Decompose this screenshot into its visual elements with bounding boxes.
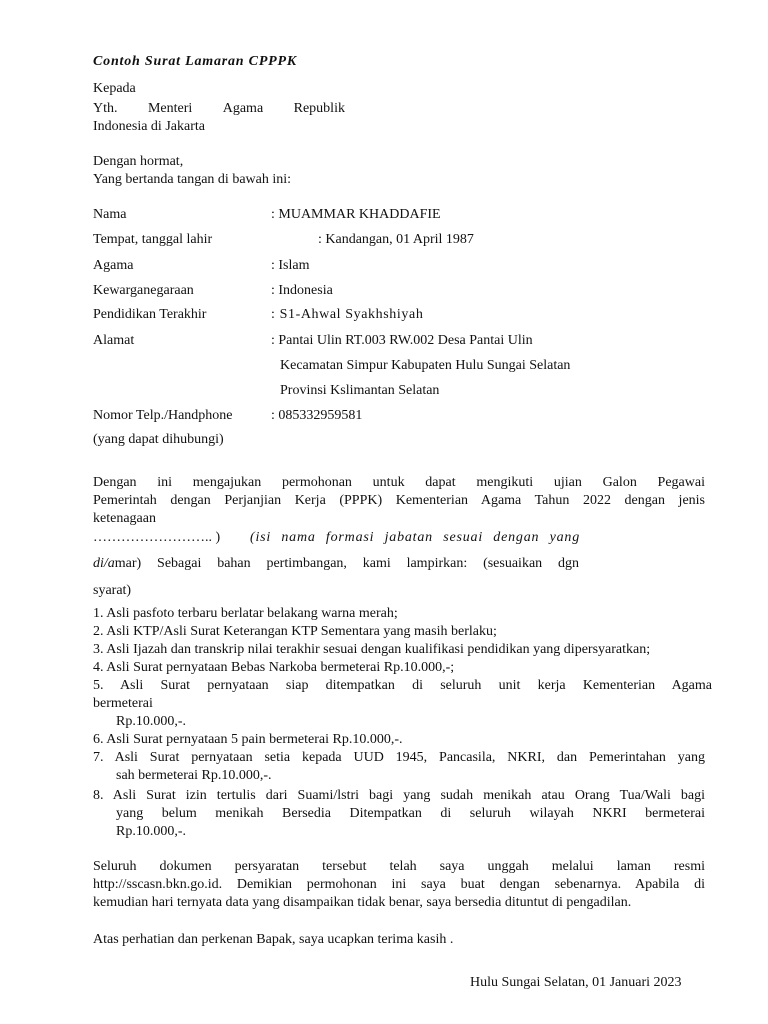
field-label-nama: Nama xyxy=(93,207,127,222)
list-item-cont: sah bermeterai Rp.10.000,-. xyxy=(116,768,272,783)
list-item: 3. Asli Ijazah dan transkrip nilai terakhir sesuai dengan kualifikasi pendidikan yang dipersyaratkan; xyxy=(93,642,651,657)
field-value-kewarganegaraan: : Indonesia xyxy=(271,283,333,298)
list-item-cont: bermeterai xyxy=(93,696,153,711)
field-value-pendidikan: : S1-Ahwal Syakhshiyah xyxy=(271,307,424,322)
list-item: 5. Asli Surat pernyataan siap ditempatkan di seluruh unit kerja Kementerian Agama xyxy=(93,678,712,693)
field-telp-note: (yang dapat dihubungi) xyxy=(93,432,224,447)
formation-hint: (isi nama formasi jabatan sesuai dengan yang xyxy=(250,530,580,545)
list-item-cont: Rp.10.000,-. xyxy=(116,714,186,729)
field-label-telp: Nomor Telp./Handphone xyxy=(93,408,233,423)
list-item: 8. Asli Surat izin tertulis dari Suami/lstri bagi yang sudah menikah atau Orang Tua/Wali bagi xyxy=(93,788,705,803)
place-date: Hulu Sungai Selatan, 01 Januari 2023 xyxy=(470,975,682,990)
list-item: 7. Asli Surat pernyataan setia kepada UUD 1945, Pancasila, NKRI, dan Pemerintahan yang xyxy=(93,750,705,765)
field-value-ttl: : Kandangan, 01 April 1987 xyxy=(318,232,474,247)
recipient-line2: Indonesia di Jakarta xyxy=(93,119,205,134)
field-value-alamat: : Pantai Ulin RT.003 RW.002 Desa Pantai Ulin xyxy=(271,333,533,348)
intro: Yang bertanda tangan di bawah ini: xyxy=(93,172,292,187)
recipient-word: Yth. xyxy=(93,101,118,116)
list-item: 4. Asli Surat pernyataan Bebas Narkoba bermeterai Rp.10.000,-; xyxy=(93,660,455,675)
recipient-word: Republik xyxy=(293,101,345,116)
formation-dots: …………………….. ) xyxy=(93,530,221,545)
body-line5 xyxy=(93,556,579,572)
field-label-kewarganegaraan: Kewarganegaraan xyxy=(93,283,194,298)
body-line1: Dengan ini mengajukan permohonan untuk dapat mengikuti ujian Galon Pegawai xyxy=(93,475,705,490)
body-line6: syarat) xyxy=(93,583,132,598)
thanks-line: Atas perhatian dan perkenan Bapak, saya ucapkan terima kasih . xyxy=(93,932,454,947)
list-item: 1. Asli pasfoto terbaru berlatar belakang warna merah; xyxy=(93,606,398,621)
recipient-word: Menteri xyxy=(147,101,193,116)
list-item-cont: yang belum menikah Bersedia Ditempatkan di seluruh wilayah NKRI bermeterai xyxy=(116,806,705,821)
field-value-nama: : MUAMMAR KHADDAFIE xyxy=(271,207,441,222)
field-label-alamat: Alamat xyxy=(93,333,135,348)
body-line5-rest: mar) Sebagai bahan pertimbangan, kami lampirkan: (sesuaikan dgn xyxy=(114,556,579,571)
field-value-alamat-line2: Kecamatan Simpur Kabupaten Hulu Sungai Selatan xyxy=(280,358,571,373)
list-item: 2. Asli KTP/Asli Surat Keterangan KTP Sementara yang masih berlaku; xyxy=(93,624,497,639)
field-label-pendidikan: Pendidikan Terakhir xyxy=(93,307,207,322)
list-item-cont: Rp.10.000,-. xyxy=(116,824,186,839)
body-line2: Pemerintah dengan Perjanjian Kerja (PPPK) Kementerian Agama Tahun 2022 dengan jenis xyxy=(93,493,705,508)
field-value-alamat-line3: Provinsi Kslimantan Selatan xyxy=(280,383,440,398)
body-line3: ketenagaan xyxy=(93,511,156,526)
recipient-word: Agama xyxy=(222,101,264,116)
recipient-kepada: Kepada xyxy=(93,81,136,96)
list-item: 6. Asli Surat pernyataan 5 pain bermeterai Rp.10.000,-. xyxy=(93,732,403,747)
letter-title: Contoh Surat Lamaran CPPPK xyxy=(93,54,298,69)
body-line5-italic: di/a xyxy=(93,556,115,571)
field-value-telp: : 085332959581 xyxy=(271,408,363,423)
closing-line3: kemudian hari ternyata data yang disampaikan tidak benar, saya bersedia dituntut di pengadilan. xyxy=(93,895,632,910)
field-label-ttl: Tempat, tanggal lahir xyxy=(93,232,213,247)
greeting: Dengan hormat, xyxy=(93,154,184,169)
field-label-agama: Agama xyxy=(93,258,134,273)
recipient-line1 xyxy=(93,101,345,117)
closing-line1: Seluruh dokumen persyaratan tersebut telah saya unggah melalui laman resmi xyxy=(93,859,705,874)
closing-line2: http://sscasn.bkn.go.id. Demikian permohonan ini saya buat dengan sebenarnya. Apabila di xyxy=(93,877,705,892)
field-value-agama: : Islam xyxy=(271,258,310,273)
